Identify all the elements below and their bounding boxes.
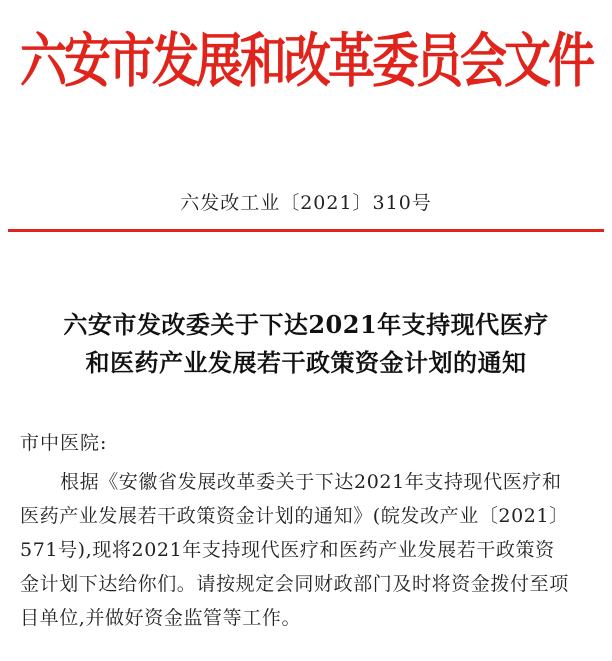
title-line-2: 和医药产业发展若干政策资金计划的通知	[85, 348, 527, 377]
document-number: 六发改工业〔2021〕310号	[180, 192, 432, 214]
agency-header	[0, 0, 612, 112]
body-line: 根据《安徽省发展改革委关于下达2021年支持现代医疗和	[60, 471, 562, 493]
body-line: 571号),现将2021年支持现代医疗和医药产业发展若干政策资	[20, 539, 555, 561]
body-line: 目单位,并做好资金监管等工作。	[20, 607, 302, 629]
agency-name: 六安市发展和改革委员会文件	[20, 26, 592, 96]
body-line: 医药产业发展若干政策资金计划的通知》(皖发改产业〔2021〕	[20, 505, 569, 527]
body-line: 金计划下达给你们。请按规定会同财政部门及时将资金拨付至项	[20, 573, 569, 595]
red-divider-line	[8, 229, 604, 232]
document-title	[0, 306, 612, 382]
body-paragraph	[20, 465, 604, 635]
salutation: 市中医院:	[20, 432, 108, 454]
title-line-1: 六安市发改委关于下达2021年支持现代医疗	[63, 310, 549, 339]
